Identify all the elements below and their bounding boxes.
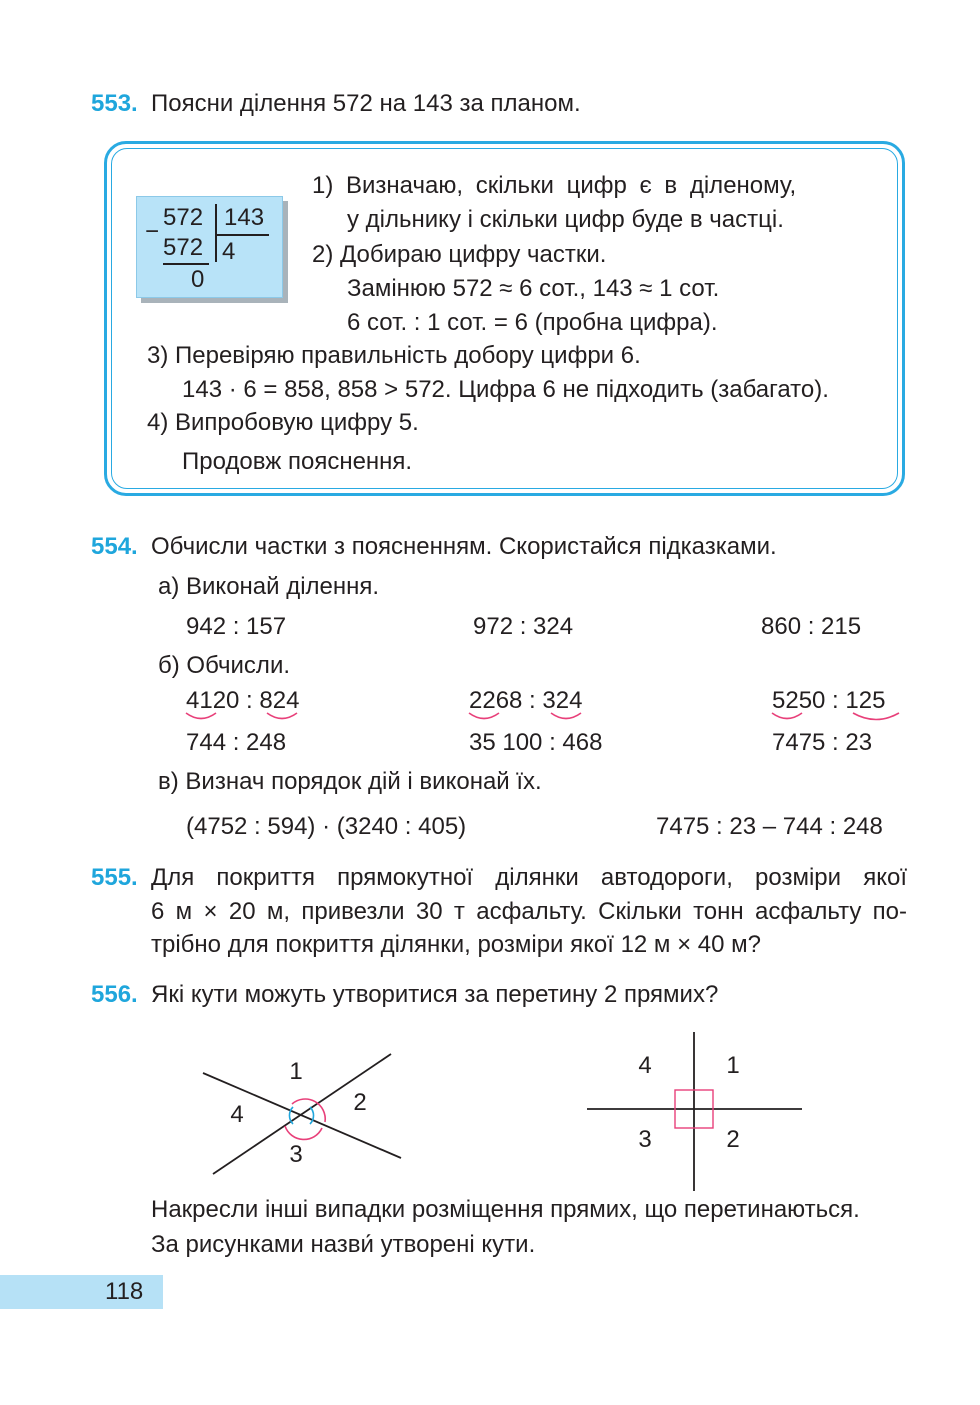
part-c-item-1: (4752 : 594) · (3240 : 405): [186, 813, 467, 840]
problem-555-line-2: 6 м × 20 м, привезли 30 т асфальту. Скільки тонн асфальту по-: [151, 898, 907, 925]
part-c-item-2: 7475 : 23 – 744 : 248: [656, 813, 883, 840]
problem-555-line-3: трібно для покриття ділянки, розміри якої 12 м × 40 м?: [151, 931, 761, 958]
part-b-item-3: 5250 : 125: [772, 687, 886, 714]
step-1-cont: у дільнику і скільки цифр буде в частці.: [347, 206, 784, 233]
dividend: 572: [163, 204, 204, 231]
part-a-item-3: 860 : 215: [761, 613, 862, 640]
part-b-item-6: 7475 : 23: [772, 729, 873, 756]
angle-label: 1: [289, 1058, 303, 1085]
angle-arc: [310, 1107, 314, 1124]
problem-553-number: 553.: [91, 90, 138, 117]
problem-555-number: 555.: [91, 864, 138, 891]
step-4: 4) Випробовую цифру 5.: [147, 409, 419, 436]
part-b-item-5: 35 100 : 468: [469, 729, 603, 756]
problem-556-number: 556.: [91, 981, 138, 1008]
minus-sign: −: [145, 218, 160, 245]
step-3: 3) Перевіряю правильність добору цифри 6.: [147, 342, 641, 369]
part-b-item-2: 2268 : 324: [469, 687, 583, 714]
angle-label: 3: [289, 1141, 303, 1168]
part-c-label: в) Визнач порядок дій і виконай їх.: [158, 768, 542, 795]
problem-556-after-2: За рисунками назви́ утворені кути.: [151, 1231, 536, 1258]
step-2-cont-a: Замінюю 572 ≈ 6 сот., 143 ≈ 1 сот.: [347, 275, 720, 302]
problem-554-number: 554.: [91, 533, 138, 560]
step-3-cont: 143 · 6 = 858, 858 > 572. Цифра 6 не підходить (забагато).: [182, 376, 829, 403]
part-b-item-1: 4120 : 824: [186, 687, 300, 714]
part-a-label: а) Виконай ділення.: [158, 573, 380, 600]
problem-556-text: Які кути можуть утворитися за перетину 2 прямих?: [151, 981, 719, 1008]
page-number: 118: [105, 1278, 144, 1305]
part-a-item-1: 942 : 157: [186, 613, 287, 640]
part-b-label: б) Обчисли.: [158, 652, 291, 679]
part-a-item-2: 972 : 324: [473, 613, 574, 640]
remainder: 0: [191, 266, 205, 293]
part-b-item-4: 744 : 248: [186, 729, 287, 756]
problem-554-text: Обчисли частки з поясненням. Скористайся підказками.: [151, 533, 777, 560]
divisor: 143: [224, 204, 265, 231]
angle-label: 2: [353, 1089, 367, 1116]
angle-arc: [285, 1126, 322, 1139]
step-2: 2) Добираю цифру частки.: [312, 241, 607, 268]
angle-label: 2: [726, 1126, 740, 1153]
product: 572: [163, 234, 204, 261]
problem-553-text: Поясни ділення 572 на 143 за планом.: [151, 90, 581, 117]
problem-555-line-1: Для покриття прямокутної ділянки автодороги, розміри якої: [151, 864, 907, 891]
angle-label: 1: [726, 1052, 740, 1079]
angle-label: 4: [638, 1052, 652, 1079]
problem-556-after-1: Накресли інші випадки розміщення прямих, що перетинаються.: [151, 1196, 860, 1223]
figure-perpendicular-lines: [587, 1032, 802, 1191]
step-2-cont-b: 6 сот. : 1 сот. = 6 (пробна цифра).: [347, 309, 718, 336]
step-4-cont: Продовж пояснення.: [182, 448, 413, 475]
quotient: 4: [222, 238, 236, 265]
step-1: 1) Визначаю, скільки цифр є в діленому,: [312, 172, 797, 199]
angle-label: 3: [638, 1126, 652, 1153]
angle-label: 4: [230, 1101, 244, 1128]
figure-oblique-lines: [203, 1054, 401, 1174]
